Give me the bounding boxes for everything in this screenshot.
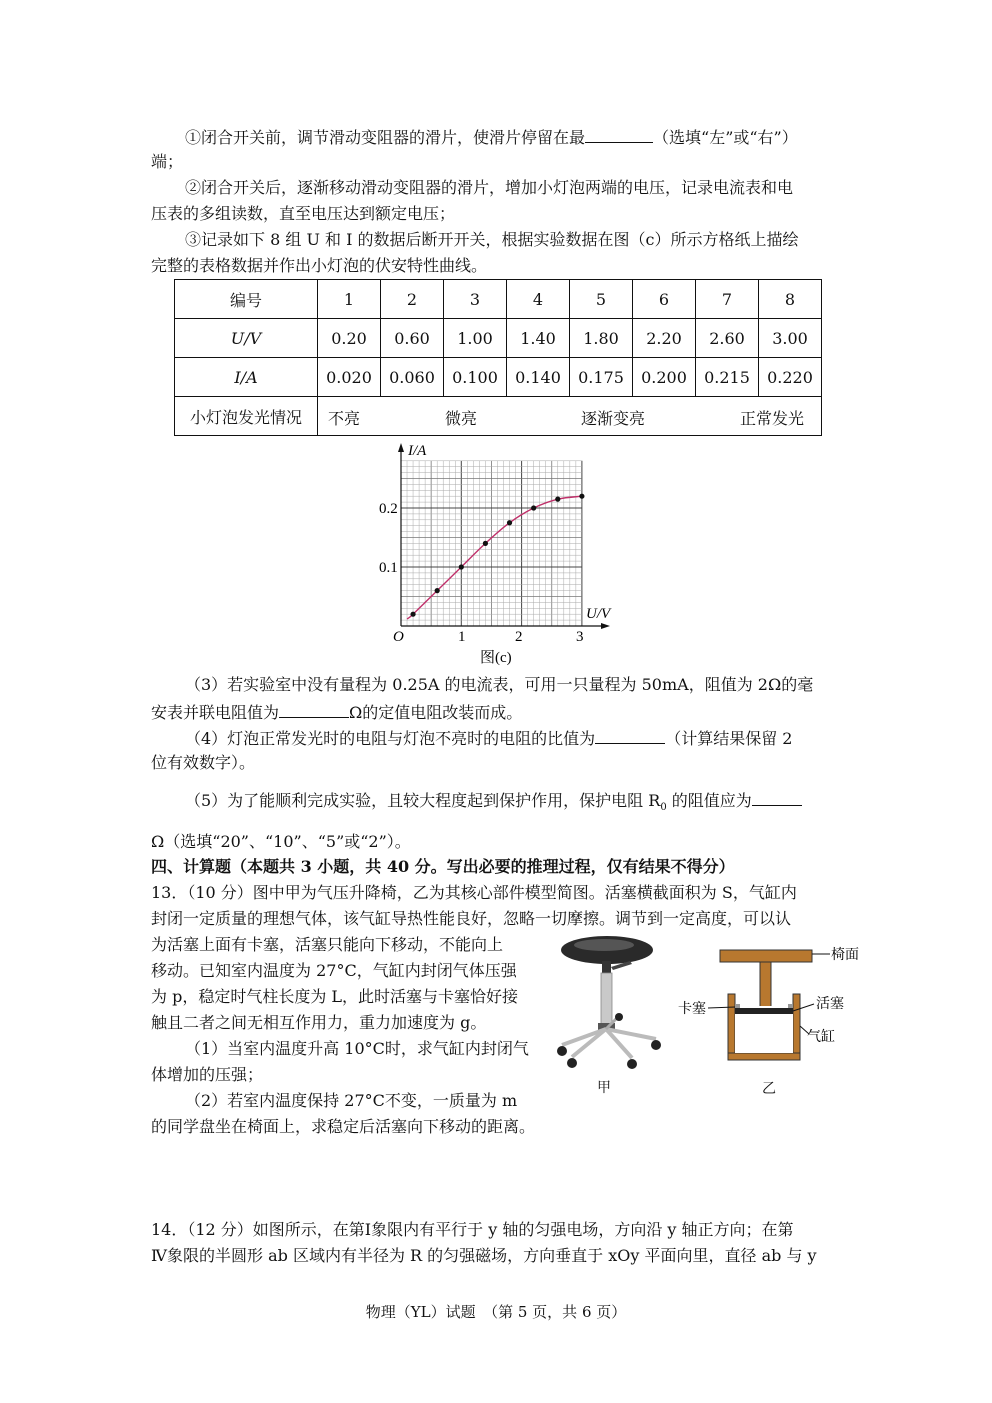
table-cell: 0.140 xyxy=(507,358,570,397)
q13-line: 移动。已知室内温度为 27°C，气缸内封闭气体压强 xyxy=(151,961,517,980)
x-axis-label: U/V xyxy=(586,606,611,622)
iu-graph xyxy=(0,438,992,668)
q12-part4-line2: 位有效数字）。 xyxy=(151,753,256,772)
data-point xyxy=(459,564,464,569)
table-row xyxy=(175,397,822,436)
table-row-label: U/V xyxy=(175,319,318,358)
stop-block xyxy=(788,1004,793,1008)
q12-part4-line1: （4）灯泡正常发光时的电阻与灯泡不亮时的电阻的比值为 （计算结果保留 2 xyxy=(185,729,793,748)
data-point xyxy=(507,520,512,525)
glow-cell xyxy=(318,397,822,436)
y-tick-label: 0.1 xyxy=(379,560,398,576)
graph-grid xyxy=(401,461,582,626)
x-axis-arrow-icon xyxy=(601,623,610,629)
data-point xyxy=(579,494,584,499)
table-cell: 0.060 xyxy=(381,358,444,397)
table-cell: 0.100 xyxy=(444,358,507,397)
q12-part3-line1: （3）若实验室中没有量程为 0.25A 的电流表，可用一只量程为 50mA，阻值为 2Ω的毫 xyxy=(185,675,814,694)
glow-text: 正常发光 xyxy=(740,409,805,428)
answer-blank-4[interactable] xyxy=(752,789,802,806)
q14-line: 14．（12 分）如图所示，在第Ⅰ象限内有平行于 y 轴的匀强电场，方向沿 y 轴正方向；在第 xyxy=(151,1220,794,1239)
q13-line: （2）若室内温度保持 27°C不变，一质量为 m xyxy=(185,1091,518,1110)
answer-blank-3[interactable] xyxy=(595,727,665,744)
table-cell: 0.20 xyxy=(318,319,381,358)
step1-line2: 端； xyxy=(151,152,184,171)
chair-figure xyxy=(552,933,672,1073)
cylinder-diagram xyxy=(672,938,859,1068)
table-cell: 1.40 xyxy=(507,319,570,358)
step1-line1: ①闭合开关前，调节滑动变阻器的滑片，使滑片停留在最 （选填“左”或“右”） xyxy=(185,128,798,147)
table-header-cell: 编号 xyxy=(175,280,318,319)
table-cell: 2.20 xyxy=(633,319,696,358)
q14-line: Ⅳ象限的半圆形 ab 区域内有半径为 R 的匀强磁场，方向垂直于 xOy 平面向里，直径 ab 与 y xyxy=(151,1246,817,1265)
q13-line: 体增加的压强； xyxy=(151,1065,264,1084)
piston-rod xyxy=(760,962,771,1008)
x-tick-label: 2 xyxy=(515,629,523,645)
table-cell: 0.175 xyxy=(570,358,633,397)
page-footer: 物理（YL）试题 （第 5 页，共 6 页） xyxy=(365,1303,627,1321)
q13-line: 的同学盘坐在椅面上，求稳定后活塞向下移动的距离。 xyxy=(151,1117,536,1136)
chair-wheel-icon xyxy=(567,1058,577,1068)
table-row xyxy=(175,280,822,319)
figure-caption: 图(c) xyxy=(480,650,512,666)
q13-line: 为 p，稳定时气柱长度为 L，此时活塞与卡塞恰好接 xyxy=(151,987,519,1006)
table-row xyxy=(175,358,822,397)
table-cell: 0.200 xyxy=(633,358,696,397)
table-cell: 3.00 xyxy=(759,319,822,358)
table-header-cell: 3 xyxy=(444,280,507,319)
chair-wheel-icon xyxy=(615,1013,623,1021)
data-point xyxy=(410,612,415,617)
cylinder-wall-left xyxy=(728,994,735,1060)
origin-label: O xyxy=(393,629,404,645)
chair-wheel-icon xyxy=(627,1059,637,1069)
glow-text: 逐渐变亮 xyxy=(581,409,646,428)
piston xyxy=(735,1008,793,1014)
label-stop: 卡塞 xyxy=(678,1002,706,1017)
q13-line: （1）当室内温度升高 10°C时，求气缸内封闭气 xyxy=(185,1039,529,1058)
answer-blank-2[interactable] xyxy=(279,701,349,718)
table-cell: 1.00 xyxy=(444,319,507,358)
table-header-cell: 6 xyxy=(633,280,696,319)
step2-line2: 压表的多组读数，直至电压达到额定电压； xyxy=(151,204,456,223)
table-header-cell: 4 xyxy=(507,280,570,319)
table-cell: 2.60 xyxy=(696,319,759,358)
x-tick-label: 1 xyxy=(458,629,466,645)
table-row-label: I/A xyxy=(175,358,318,397)
stop-block xyxy=(735,1004,740,1008)
q12-part5-line1: （5）为了能顺利完成实验，且较大程度起到保护作用，保护电阻 $R_0$ 的阻值应为 xyxy=(185,789,802,818)
step3-line1: ③记录如下 8 组 U 和 I 的数据后断开开关，根据实验数据在图（c）所示方格纸上描绘 xyxy=(185,230,799,249)
chair-wheel-icon xyxy=(557,1046,567,1056)
figure-label-jia: 甲 xyxy=(597,1080,611,1096)
answer-blank-1[interactable] xyxy=(585,126,653,143)
seat-plate xyxy=(720,950,812,962)
data-table xyxy=(174,279,822,436)
q13-line: 触且二者之间无相互作用力，重力加速度为 g。 xyxy=(151,1013,487,1032)
cylinder-bottom xyxy=(728,1053,800,1060)
glow-text: 微亮 xyxy=(445,409,478,428)
table-header-cell: 1 xyxy=(318,280,381,319)
table-row xyxy=(175,319,822,358)
step2-line1: ②闭合开关后，逐渐移动滑动变阻器的滑片，增加小灯泡两端的电压，记录电流表和电 xyxy=(185,178,794,197)
table-cell: 0.220 xyxy=(759,358,822,397)
data-point xyxy=(555,497,560,502)
table-cell: 0.020 xyxy=(318,358,381,397)
step3-line2: 完整的表格数据并作出小灯泡的伏安特性曲线。 xyxy=(151,256,488,275)
table-cell: 0.60 xyxy=(381,319,444,358)
figure-label-yi: 乙 xyxy=(762,1081,776,1097)
data-point xyxy=(435,588,440,593)
data-point xyxy=(483,541,488,546)
y-tick-label: 0.2 xyxy=(379,501,398,517)
cylinder-wall-right xyxy=(793,994,800,1060)
y-axis-label: I/A xyxy=(408,443,427,459)
q12-part5-line2: Ω（选填“20”、“10”、“5”或“2”）。 xyxy=(151,832,411,851)
data-point xyxy=(531,505,536,510)
x-tick-label: 3 xyxy=(576,629,584,645)
q13-line: 封闭一定质量的理想气体，该气缸导热性能良好，忽略一切摩擦。调节到一定高度，可以认 xyxy=(151,909,792,928)
y-axis-arrow-icon xyxy=(398,443,404,452)
section-heading: 四、计算题（本题共 3 小题，共 40 分。写出必要的推理过程，仅有结果不得分） xyxy=(151,857,735,876)
table-row-label: 小灯泡发光情况 xyxy=(175,397,318,436)
table-header-cell: 2 xyxy=(381,280,444,319)
table-cell: 0.215 xyxy=(696,358,759,397)
table-header-cell: 5 xyxy=(570,280,633,319)
label-seat: 椅面 xyxy=(831,948,859,963)
q13-line: 13．（10 分）图中甲为气压升降椅，乙为其核心部件模型简图。活塞横截面积为 S，气缸内 xyxy=(151,883,797,902)
chair-wheel-icon xyxy=(651,1040,661,1050)
q12-part3-line2: 安表并联电阻值为 Ω的定值电阻改装而成。 xyxy=(151,703,523,722)
label-cylinder: 气缸 xyxy=(807,1030,835,1045)
q13-line: 为活塞上面有卡塞，活塞只能向下移动，不能向上 xyxy=(151,935,504,954)
chair-gas-cylinder-icon xyxy=(601,973,612,1025)
table-header-cell: 8 xyxy=(759,280,822,319)
label-piston: 活塞 xyxy=(816,997,844,1012)
glow-text: 不亮 xyxy=(328,409,361,428)
table-header-cell: 7 xyxy=(696,280,759,319)
table-cell: 1.80 xyxy=(570,319,633,358)
iu-curve xyxy=(407,496,582,619)
